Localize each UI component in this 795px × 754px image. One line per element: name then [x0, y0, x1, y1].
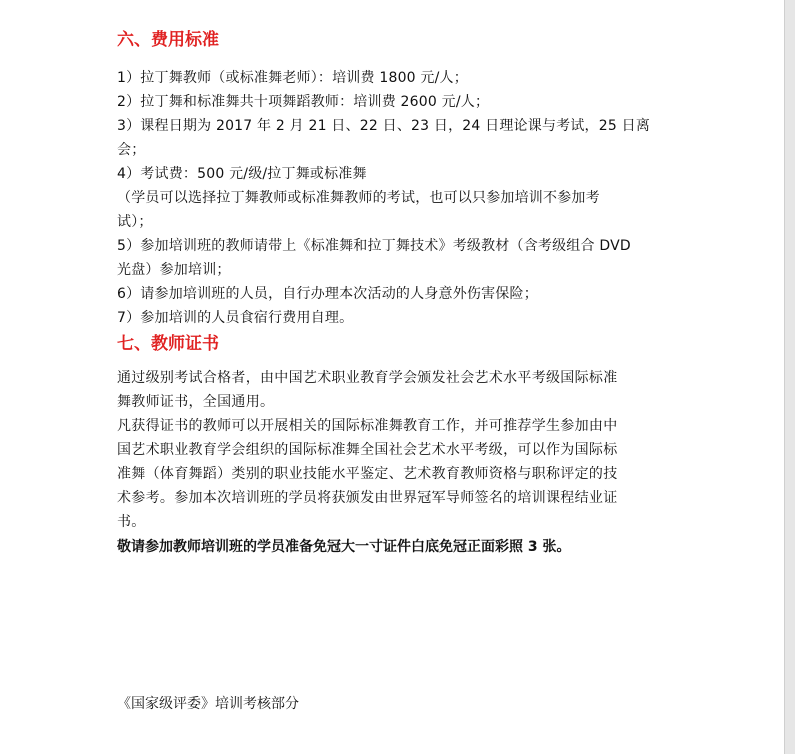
fee-line: 7）参加培训的人员食宿行费用自理。 [117, 310, 354, 326]
paragraph-line: 凡获得证书的教师可以开展相关的国际标准舞教育工作，并可推荐学生参加由中 [117, 418, 618, 434]
section-heading-certificate: 七、教师证书 [117, 334, 219, 354]
fee-line: 2）拉丁舞和标准舞共十项舞蹈教师：培训费 2600 元/人； [117, 94, 490, 110]
fee-line: 光盘）参加培训； [117, 262, 231, 278]
fee-line: 3）课程日期为 2017 年 2 月 21 日、22 日、23 日，24 日理论课与考试，25 日离 [117, 118, 651, 134]
paragraph-line: 舞教师证书，全国通用。 [117, 394, 275, 410]
page-edge [784, 0, 795, 754]
section-heading-fees: 六、费用标准 [117, 30, 219, 50]
fee-line: 5）参加培训班的教师请带上《标准舞和拉丁舞技术》考级教材（含考级组合 DVD [117, 238, 631, 254]
paragraph-line: 术参考。参加本次培训班的学员将获颁发由世界冠军导师签名的培训课程结业证 [117, 490, 618, 506]
fee-line: 4）考试费：500 元/级/拉丁舞或标准舞 [117, 166, 367, 182]
fee-line: 6）请参加培训班的人员，自行办理本次活动的人身意外伤害保险； [117, 286, 538, 302]
paragraph-line: 准舞（体育舞蹈）类别的职业技能水平鉴定、艺术教育教师资格与职称评定的技 [117, 466, 618, 482]
fee-list [117, 66, 677, 330]
fee-line: 1）拉丁舞教师（或标准舞老师）：培训费 1800 元/人； [117, 70, 468, 86]
document-body [117, 28, 677, 560]
fee-line: 试）； [117, 214, 153, 230]
certificate-paragraph [117, 366, 677, 534]
footer-section-title: 《国家级评委》培训考核部分 [117, 696, 299, 712]
paragraph-line: 书。 [117, 514, 146, 530]
paragraph-line: 通过级别考试合格者，由中国艺术职业教育学会颁发社会艺术水平考级国际标准 [117, 370, 618, 386]
fee-line: （学员可以选择拉丁舞教师或标准舞教师的考试，也可以只参加培训不参加考 [117, 190, 600, 206]
fee-line: 会； [117, 142, 146, 158]
photo-requirement-note: 敬请参加教师培训班的学员准备免冠大一寸证件白底免冠正面彩照 3 张。 [117, 539, 571, 555]
paragraph-line: 国艺术职业教育学会组织的国际标准舞全国社会艺术水平考级，可以作为国际标 [117, 442, 618, 458]
